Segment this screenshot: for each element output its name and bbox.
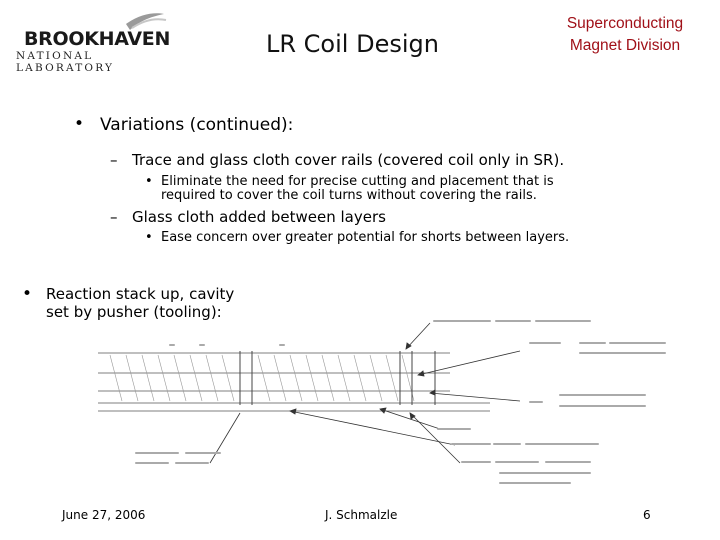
page-number: 6: [643, 508, 651, 522]
division-line-2: Magnet Division: [569, 37, 681, 54]
brookhaven-logo: [14, 10, 182, 74]
eliminate-line-1: Eliminate the need for precise cutting and placement that is: [161, 174, 554, 189]
bullet-variations: Variations (continued):: [100, 115, 294, 135]
stack-cross-section-drawing: [90, 305, 680, 500]
reaction-line-1: Reaction stack up, cavity: [46, 285, 235, 303]
bullet-dot: •: [74, 114, 85, 134]
dash-marker: –: [110, 208, 118, 226]
division-label: [540, 13, 710, 57]
footer-date: June 27, 2006: [62, 508, 146, 522]
sub-bullet-trace: Trace and glass cloth cover rails (covered coil only in SR).: [132, 151, 565, 169]
sub-sub-bullet-ease: Ease concern over greater potential for shorts between layers.: [161, 230, 570, 245]
sub-sub-bullet-dot: •: [145, 230, 153, 245]
reaction-line-2: set by pusher (tooling):: [46, 303, 222, 321]
footer-author: J. Schmalzle: [325, 508, 398, 522]
slide-title: LR Coil Design: [266, 30, 439, 58]
sub-sub-bullet-dot: •: [145, 174, 153, 189]
sub-bullet-glass-cloth: Glass cloth added between layers: [132, 208, 386, 226]
bullet-dot: •: [22, 284, 33, 304]
logo-subtext: NATIONAL LABORATORY: [16, 50, 115, 74]
eliminate-line-2: required to cover the coil turns without covering the rails.: [161, 188, 537, 203]
division-line-1: Superconducting: [566, 15, 684, 32]
logo-wordmark: BROOKHAVEN: [24, 28, 171, 50]
sub-sub-bullet-eliminate: [161, 175, 554, 203]
dash-marker: –: [110, 151, 118, 169]
